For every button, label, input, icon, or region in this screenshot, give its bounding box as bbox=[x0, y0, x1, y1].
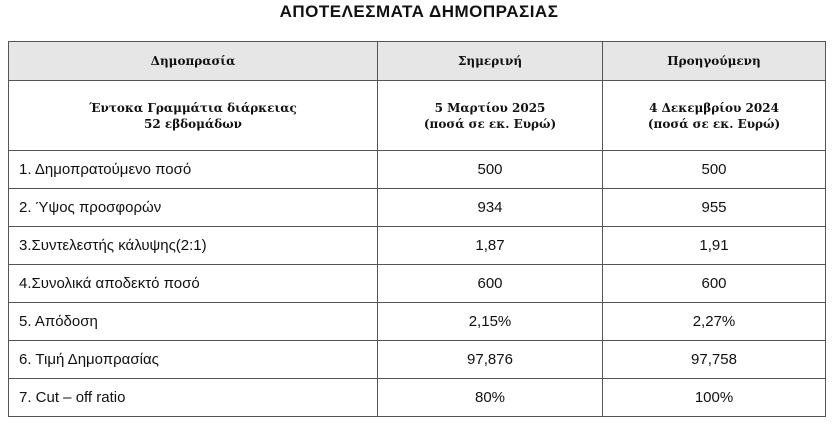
row-label: 6. Τιμή Δημοπρασίας bbox=[9, 341, 378, 379]
current-date-cell bbox=[378, 81, 603, 151]
row-label: 1. Δημοπρατούμενο ποσό bbox=[9, 151, 378, 189]
header-previous: Προηγούμενη bbox=[603, 42, 826, 81]
row-previous-value: 2,27% bbox=[603, 303, 826, 341]
table-row bbox=[9, 341, 826, 379]
header-current: Σημερινή bbox=[378, 42, 603, 81]
table-subheader-row bbox=[9, 81, 826, 151]
row-previous-value: 500 bbox=[603, 151, 826, 189]
current-date: 5 Μαρτίου 2025 bbox=[434, 100, 546, 115]
row-current-value: 600 bbox=[378, 265, 603, 303]
row-label: 3.Συντελεστής κάλυψης(2:1) bbox=[9, 227, 378, 265]
page-title: ΑΠΟΤΕΛΕΣΜΑΤΑ ΔΗΜΟΠΡΑΣΙΑΣ bbox=[279, 2, 559, 21]
row-label: 7. Cut – off ratio bbox=[9, 379, 378, 417]
previous-date: 4 Δεκεμβρίου 2024 bbox=[649, 100, 779, 115]
header-auction: Δημοπρασία bbox=[9, 42, 378, 81]
previous-unit: (ποσά σε εκ. Ευρώ) bbox=[647, 116, 781, 131]
instrument-line2: 52 εβδομάδων bbox=[144, 116, 242, 131]
current-unit: (ποσά σε εκ. Ευρώ) bbox=[423, 116, 557, 131]
instrument-line1: Έντοκα Γραμμάτια διάρκειας bbox=[89, 100, 297, 115]
row-previous-value: 97,758 bbox=[603, 341, 826, 379]
table-row bbox=[9, 265, 826, 303]
row-current-value: 934 bbox=[378, 189, 603, 227]
table-row bbox=[9, 303, 826, 341]
row-current-value: 1,87 bbox=[378, 227, 603, 265]
row-label: 5. Απόδοση bbox=[9, 303, 378, 341]
table-row bbox=[9, 151, 826, 189]
auction-results-table bbox=[8, 41, 826, 417]
row-current-value: 80% bbox=[378, 379, 603, 417]
row-current-value: 2,15% bbox=[378, 303, 603, 341]
row-current-value: 500 bbox=[378, 151, 603, 189]
table-row bbox=[9, 189, 826, 227]
row-previous-value: 955 bbox=[603, 189, 826, 227]
row-current-value: 97,876 bbox=[378, 341, 603, 379]
table-row bbox=[9, 379, 826, 417]
previous-date-cell bbox=[603, 81, 826, 151]
row-label: 4.Συνολικά αποδεκτό ποσό bbox=[9, 265, 378, 303]
instrument-cell bbox=[9, 81, 378, 151]
row-previous-value: 600 bbox=[603, 265, 826, 303]
row-previous-value: 1,91 bbox=[603, 227, 826, 265]
table-header-row bbox=[9, 42, 826, 81]
table-row bbox=[9, 227, 826, 265]
row-label: 2. Ύψος προσφορών bbox=[9, 189, 378, 227]
row-previous-value: 100% bbox=[603, 379, 826, 417]
